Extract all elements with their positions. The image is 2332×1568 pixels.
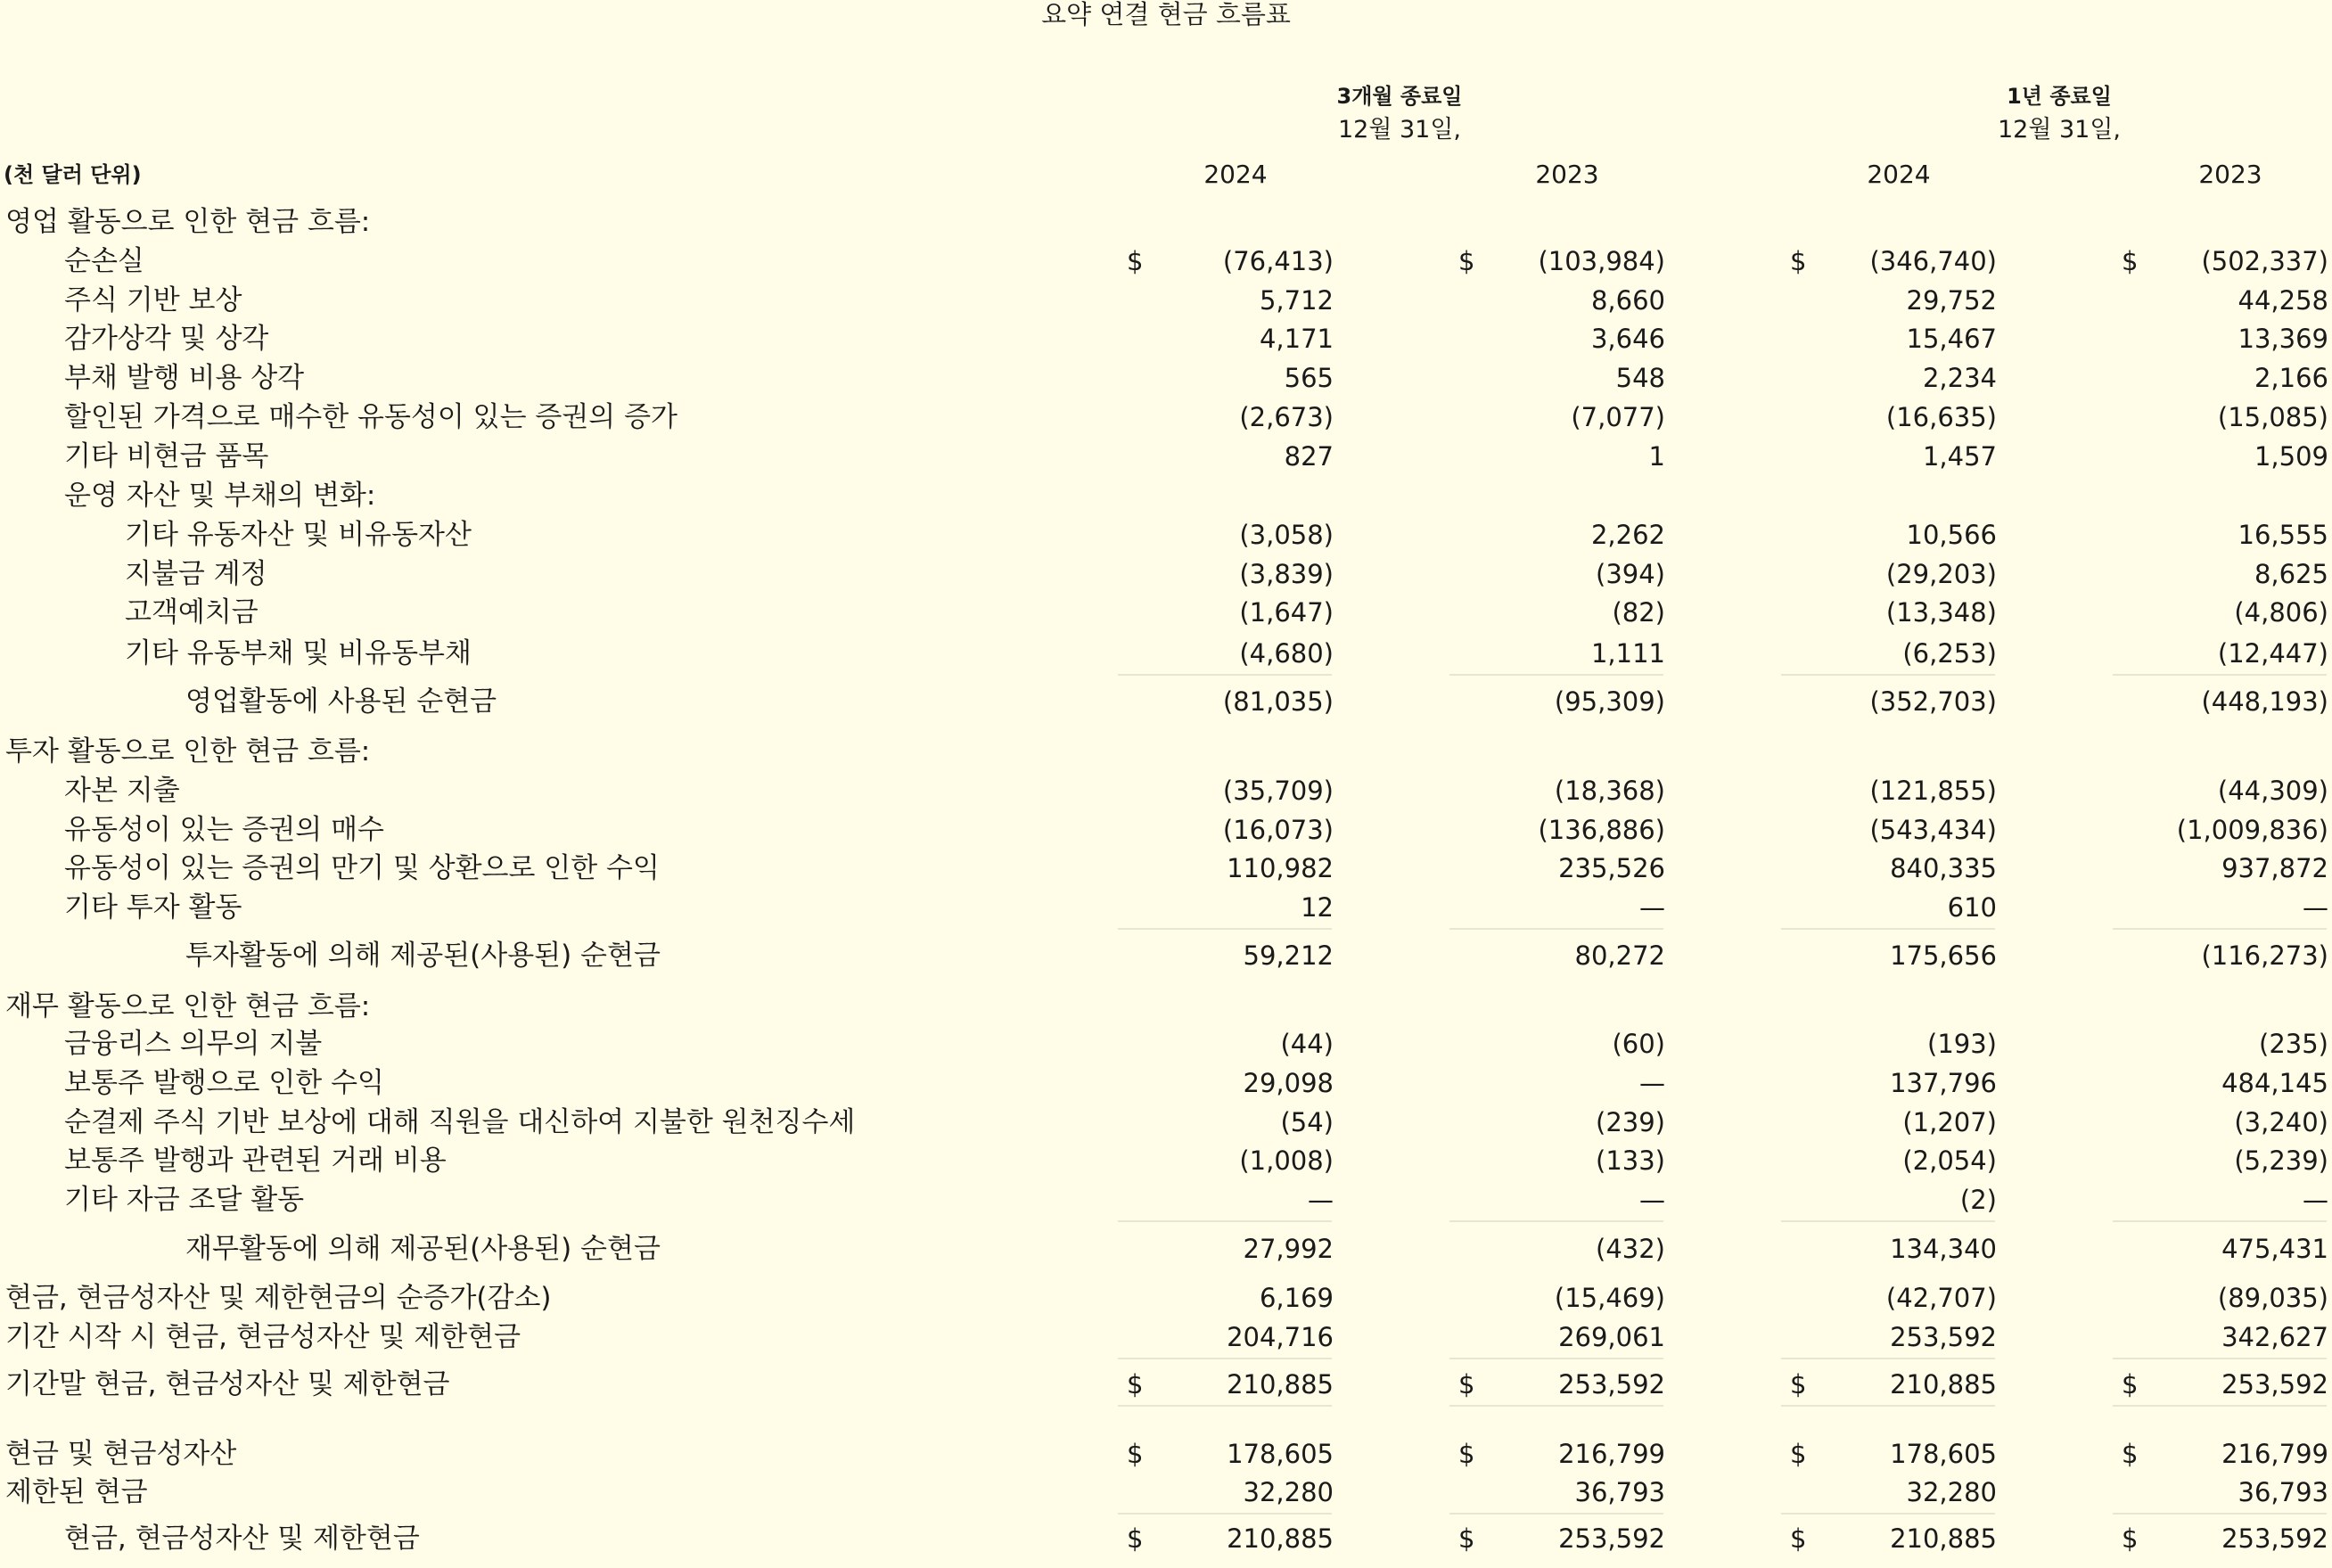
row-label: 운영 자산 및 부채의 변화: (64, 480, 376, 512)
total-rule (2113, 1358, 2327, 1359)
table-row (0, 398, 2332, 437)
value-cell-col2: (18,368) (1554, 776, 1665, 806)
value-cell-col4: 16,555 (2238, 520, 2328, 550)
value-cell-col1: 29,098 (1243, 1068, 1334, 1098)
value-cell-col4: 484,145 (2221, 1068, 2328, 1098)
value-cell-col2: — (1639, 892, 1665, 923)
currency-symbol: $ (2122, 1439, 2139, 1469)
value-cell-col1: 4,171 (1259, 324, 1334, 354)
value-cell-col1: (4,680) (1239, 638, 1334, 669)
value-cell-col2: 80,272 (1574, 940, 1665, 971)
value-cell-col1: 204,716 (1227, 1322, 1334, 1352)
table-row (0, 320, 2332, 358)
row-label: 순결제 주식 기반 보상에 대해 직원을 대신하여 지불한 원천징수세 (64, 1106, 856, 1138)
value-cell-col1: (81,035) (1222, 686, 1334, 717)
value-cell-col2: (15,469) (1554, 1283, 1665, 1313)
value-cell-col1: (54) (1280, 1107, 1334, 1137)
year-header-col4: 2023 (2198, 160, 2262, 189)
total-rule (1781, 1358, 1995, 1359)
value-cell-col2: — (1639, 1068, 1665, 1098)
value-cell-col2: 216,799 (1558, 1439, 1665, 1469)
table-row (0, 1025, 2332, 1063)
value-cell-col3: 210,885 (1890, 1523, 1997, 1554)
table-row (0, 811, 2332, 850)
value-cell-col4: 216,799 (2221, 1439, 2328, 1469)
total-rule (1781, 1405, 1995, 1407)
table-row (0, 1435, 2332, 1474)
value-cell-col3: 210,885 (1890, 1369, 1997, 1400)
value-cell-col1: 5,712 (1259, 285, 1334, 316)
row-label: 기간말 현금, 현금성자산 및 제한현금 (5, 1368, 450, 1400)
value-cell-col4: (12,447) (2217, 638, 2328, 669)
row-label: 지불금 계정 (125, 558, 267, 590)
table-row (0, 438, 2332, 476)
total-rule (2113, 1220, 2327, 1222)
value-cell-col3: 178,605 (1890, 1439, 1997, 1469)
table-row (0, 1520, 2332, 1558)
value-cell-col2: 235,526 (1558, 853, 1665, 883)
value-cell-col3: (2,054) (1902, 1145, 1997, 1176)
table-row (0, 477, 2332, 515)
value-cell-col4: 253,592 (2221, 1523, 2328, 1554)
row-label: 보통주 발행과 관련된 거래 비용 (64, 1145, 447, 1177)
value-cell-col4: 8,625 (2254, 559, 2328, 589)
value-cell-col1: 27,992 (1243, 1234, 1334, 1264)
currency-symbol: $ (2122, 246, 2139, 276)
total-rule (1118, 928, 1332, 930)
value-cell-col3: 840,335 (1890, 853, 1997, 883)
row-label: 기타 비현금 품목 (64, 440, 269, 472)
total-rule (2113, 928, 2327, 930)
value-cell-col4: 36,793 (2238, 1477, 2328, 1507)
total-rule (1449, 1405, 1663, 1407)
total-rule (1781, 1513, 1995, 1515)
total-rule (1449, 1513, 1663, 1515)
value-cell-col1: (1,647) (1239, 597, 1334, 628)
value-cell-col1: (16,073) (1222, 815, 1334, 845)
value-cell-col3: 2,234 (1922, 363, 1997, 393)
value-cell-col2: (133) (1596, 1145, 1665, 1176)
row-label: 감가상각 및 상각 (64, 323, 269, 355)
row-label: 기간 시작 시 현금, 현금성자산 및 제한현금 (5, 1321, 521, 1353)
value-cell-col3: 32,280 (1906, 1477, 1997, 1507)
table-row (0, 683, 2332, 721)
currency-symbol: $ (1458, 1439, 1475, 1469)
row-label: 기타 자금 조달 활동 (64, 1184, 305, 1216)
table-row (0, 555, 2332, 594)
value-cell-col1: (3,839) (1239, 559, 1334, 589)
row-label: 자본 지출 (64, 775, 180, 807)
row-label: 고객예치금 (125, 596, 259, 628)
total-rule (1118, 674, 1332, 676)
total-rule (1118, 1513, 1332, 1515)
value-cell-col3: (121,855) (1869, 776, 1997, 806)
currency-symbol: $ (1790, 1369, 1807, 1400)
value-cell-col1: (76,413) (1222, 246, 1334, 276)
value-cell-col2: (432) (1596, 1234, 1665, 1264)
currency-symbol: $ (1790, 246, 1807, 276)
total-rule (2113, 1513, 2327, 1515)
units-label: (천 달러 단위) (4, 162, 142, 187)
value-cell-col2: — (1639, 1185, 1665, 1215)
total-rule (2113, 674, 2327, 676)
value-cell-col4: 937,872 (2221, 853, 2328, 883)
row-label: 투자 활동으로 인한 현금 흐름: (5, 735, 371, 768)
table-row (0, 772, 2332, 810)
value-cell-col2: 253,592 (1558, 1369, 1665, 1400)
value-cell-col1: (2,673) (1239, 402, 1334, 432)
value-cell-col3: (193) (1927, 1029, 1997, 1059)
total-rule (2113, 1405, 2327, 1407)
table-row (0, 203, 2332, 242)
value-cell-col2: 253,592 (1558, 1523, 1665, 1554)
row-label: 현금 및 현금성자산 (5, 1438, 237, 1470)
value-cell-col3: (13,348) (1885, 597, 1997, 628)
value-cell-col3: (346,740) (1869, 246, 1997, 276)
value-cell-col1: 59,212 (1243, 940, 1334, 971)
table-row (0, 850, 2332, 888)
table-row (0, 282, 2332, 320)
total-rule (1449, 674, 1663, 676)
value-cell-col4: (1,009,836) (2176, 815, 2328, 845)
value-cell-col2: (136,886) (1538, 815, 1665, 845)
value-cell-col4: — (2303, 892, 2328, 923)
value-cell-col1: 565 (1284, 363, 1334, 393)
total-rule (1118, 1220, 1332, 1222)
currency-symbol: $ (1127, 1439, 1144, 1469)
value-cell-col4: — (2303, 1185, 2328, 1215)
value-cell-col3: 175,656 (1890, 940, 1997, 971)
value-cell-col2: 36,793 (1574, 1477, 1665, 1507)
value-cell-col3: (2) (1959, 1185, 1997, 1215)
row-label: 기타 투자 활동 (64, 891, 242, 924)
row-label: 현금, 현금성자산 및 제한현금 (64, 1523, 420, 1555)
table-row (0, 1474, 2332, 1512)
table-row (0, 1104, 2332, 1142)
value-cell-col3: (16,635) (1885, 402, 1997, 432)
value-cell-col2: 1,111 (1590, 638, 1665, 669)
row-label: 순손실 (64, 245, 144, 277)
row-label: 영업 활동으로 인한 현금 흐름: (5, 206, 371, 238)
row-label: 투자활동에 의해 제공된(사용된) 순현금 (185, 940, 661, 972)
value-cell-col1: (44) (1280, 1029, 1334, 1059)
value-cell-col4: (15,085) (2217, 402, 2328, 432)
row-label: 유동성이 있는 증권의 매수 (64, 814, 384, 846)
currency-symbol: $ (1127, 1523, 1144, 1554)
value-cell-col1: 210,885 (1227, 1369, 1334, 1400)
value-cell-col1: (3,058) (1239, 520, 1334, 550)
currency-symbol: $ (1458, 1523, 1475, 1554)
value-cell-col1: 12 (1301, 892, 1334, 923)
row-label: 기타 유동자산 및 비유동자산 (125, 519, 472, 551)
table-row (0, 1064, 2332, 1103)
table-row (0, 988, 2332, 1026)
value-cell-col4: (4,806) (2234, 597, 2328, 628)
value-cell-col1: 6,169 (1259, 1283, 1334, 1313)
header-period-3month: 3개월 종료일 (1336, 84, 1463, 109)
table-row (0, 1366, 2332, 1404)
value-cell-col3: 15,467 (1906, 324, 1997, 354)
header-date-1year: 12월 31일, (1997, 116, 2122, 144)
table-row (0, 1318, 2332, 1357)
currency-symbol: $ (1458, 1369, 1475, 1400)
value-cell-col2: 3,646 (1590, 324, 1665, 354)
table-row (0, 937, 2332, 975)
value-cell-col4: 13,369 (2238, 324, 2328, 354)
table-row (0, 733, 2332, 771)
value-cell-col1: (35,709) (1222, 776, 1334, 806)
value-cell-col4: (502,337) (2201, 246, 2328, 276)
total-rule (1449, 1220, 1663, 1222)
table-row (0, 242, 2332, 281)
value-cell-col4: (116,273) (2201, 940, 2328, 971)
value-cell-col2: (60) (1612, 1029, 1665, 1059)
value-cell-col3: (6,253) (1902, 638, 1997, 669)
value-cell-col3: 137,796 (1890, 1068, 1997, 1098)
table-row (0, 635, 2332, 673)
value-cell-col1: 32,280 (1243, 1477, 1334, 1507)
value-cell-col2: 548 (1615, 363, 1665, 393)
currency-symbol: $ (1790, 1523, 1807, 1554)
value-cell-col2: (82) (1612, 597, 1665, 628)
value-cell-col3: (42,707) (1885, 1283, 1997, 1313)
value-cell-col2: 1 (1648, 441, 1665, 472)
value-cell-col2: 2,262 (1590, 520, 1665, 550)
total-rule (1449, 928, 1663, 930)
year-header-col2: 2023 (1535, 160, 1599, 189)
total-rule (1781, 928, 1995, 930)
table-row (0, 1230, 2332, 1268)
row-label: 보통주 발행으로 인한 수익 (64, 1067, 384, 1099)
row-label: 재무활동에 의해 제공된(사용된) 순현금 (185, 1233, 661, 1265)
row-label: 부채 발행 비용 상각 (64, 362, 305, 394)
value-cell-col4: (5,239) (2234, 1145, 2328, 1176)
currency-symbol: $ (1127, 1369, 1144, 1400)
row-label: 제한된 현금 (5, 1476, 148, 1508)
value-cell-col1: (1,008) (1239, 1145, 1334, 1176)
value-cell-col2: (95,309) (1554, 686, 1665, 717)
total-rule (1781, 1220, 1995, 1222)
value-cell-col2: (103,984) (1538, 246, 1665, 276)
value-cell-col4: 253,592 (2221, 1369, 2328, 1400)
value-cell-col1: 110,982 (1227, 853, 1334, 883)
row-label: 금융리스 의무의 지불 (64, 1028, 323, 1060)
currency-symbol: $ (1458, 246, 1475, 276)
value-cell-col4: 342,627 (2221, 1322, 2328, 1352)
table-row (0, 1279, 2332, 1318)
value-cell-col3: 10,566 (1906, 520, 1997, 550)
row-label: 재무 활동으로 인한 현금 흐름: (5, 990, 371, 1022)
header-period-1year: 1년 종료일 (2007, 84, 2112, 109)
value-cell-col4: 475,431 (2221, 1234, 2328, 1264)
value-cell-col2: (394) (1596, 559, 1665, 589)
table-row (0, 1142, 2332, 1180)
table-row (0, 359, 2332, 398)
currency-symbol: $ (1127, 246, 1144, 276)
row-label: 할인된 가격으로 매수한 유동성이 있는 증권의 증가 (64, 401, 677, 433)
value-cell-col4: (3,240) (2234, 1107, 2328, 1137)
value-cell-col3: (352,703) (1869, 686, 1997, 717)
table-row (0, 594, 2332, 632)
value-cell-col4: (448,193) (2201, 686, 2328, 717)
year-header-col3: 2024 (1867, 160, 1931, 189)
value-cell-col2: 8,660 (1590, 285, 1665, 316)
value-cell-col3: (29,203) (1885, 559, 1997, 589)
value-cell-col3: 134,340 (1890, 1234, 1997, 1264)
total-rule (1118, 1405, 1332, 1407)
value-cell-col4: (235) (2259, 1029, 2328, 1059)
value-cell-col3: (1,207) (1902, 1107, 1997, 1137)
currency-symbol: $ (2122, 1523, 2139, 1554)
row-label: 유동성이 있는 증권의 만기 및 상환으로 인한 수익 (64, 852, 660, 884)
value-cell-col2: (7,077) (1571, 402, 1665, 432)
year-header-col1: 2024 (1203, 160, 1268, 189)
value-cell-col3: 253,592 (1890, 1322, 1997, 1352)
value-cell-col4: (89,035) (2217, 1283, 2328, 1313)
value-cell-col4: 2,166 (2254, 363, 2328, 393)
currency-symbol: $ (1790, 1439, 1807, 1469)
value-cell-col3: 29,752 (1906, 285, 1997, 316)
value-cell-col1: 178,605 (1227, 1439, 1334, 1469)
total-rule (1781, 674, 1995, 676)
page-title: 요약 연결 현금 흐름표 (1041, 0, 1291, 29)
row-label: 주식 기반 보상 (64, 284, 242, 316)
value-cell-col3: 1,457 (1922, 441, 1997, 472)
total-rule (1118, 1358, 1332, 1359)
value-cell-col2: (239) (1596, 1107, 1665, 1137)
currency-symbol: $ (2122, 1369, 2139, 1400)
table-row (0, 1181, 2332, 1219)
value-cell-col4: 1,509 (2254, 441, 2328, 472)
row-label: 기타 유동부채 및 비유동부채 (125, 637, 472, 669)
value-cell-col1: 210,885 (1227, 1523, 1334, 1554)
row-label: 현금, 현금성자산 및 제한현금의 순증가(감소) (5, 1282, 552, 1314)
value-cell-col1: — (1308, 1185, 1334, 1215)
value-cell-col4: 44,258 (2238, 285, 2328, 316)
value-cell-col3: (543,434) (1869, 815, 1997, 845)
value-cell-col1: 827 (1284, 441, 1334, 472)
value-cell-col3: 610 (1947, 892, 1997, 923)
table-row (0, 516, 2332, 554)
header-date-3month: 12월 31일, (1337, 116, 1462, 144)
value-cell-col2: 269,061 (1558, 1322, 1665, 1352)
total-rule (1449, 1358, 1663, 1359)
row-label: 영업활동에 사용된 순현금 (185, 685, 497, 718)
value-cell-col4: (44,309) (2217, 776, 2328, 806)
table-row (0, 889, 2332, 927)
